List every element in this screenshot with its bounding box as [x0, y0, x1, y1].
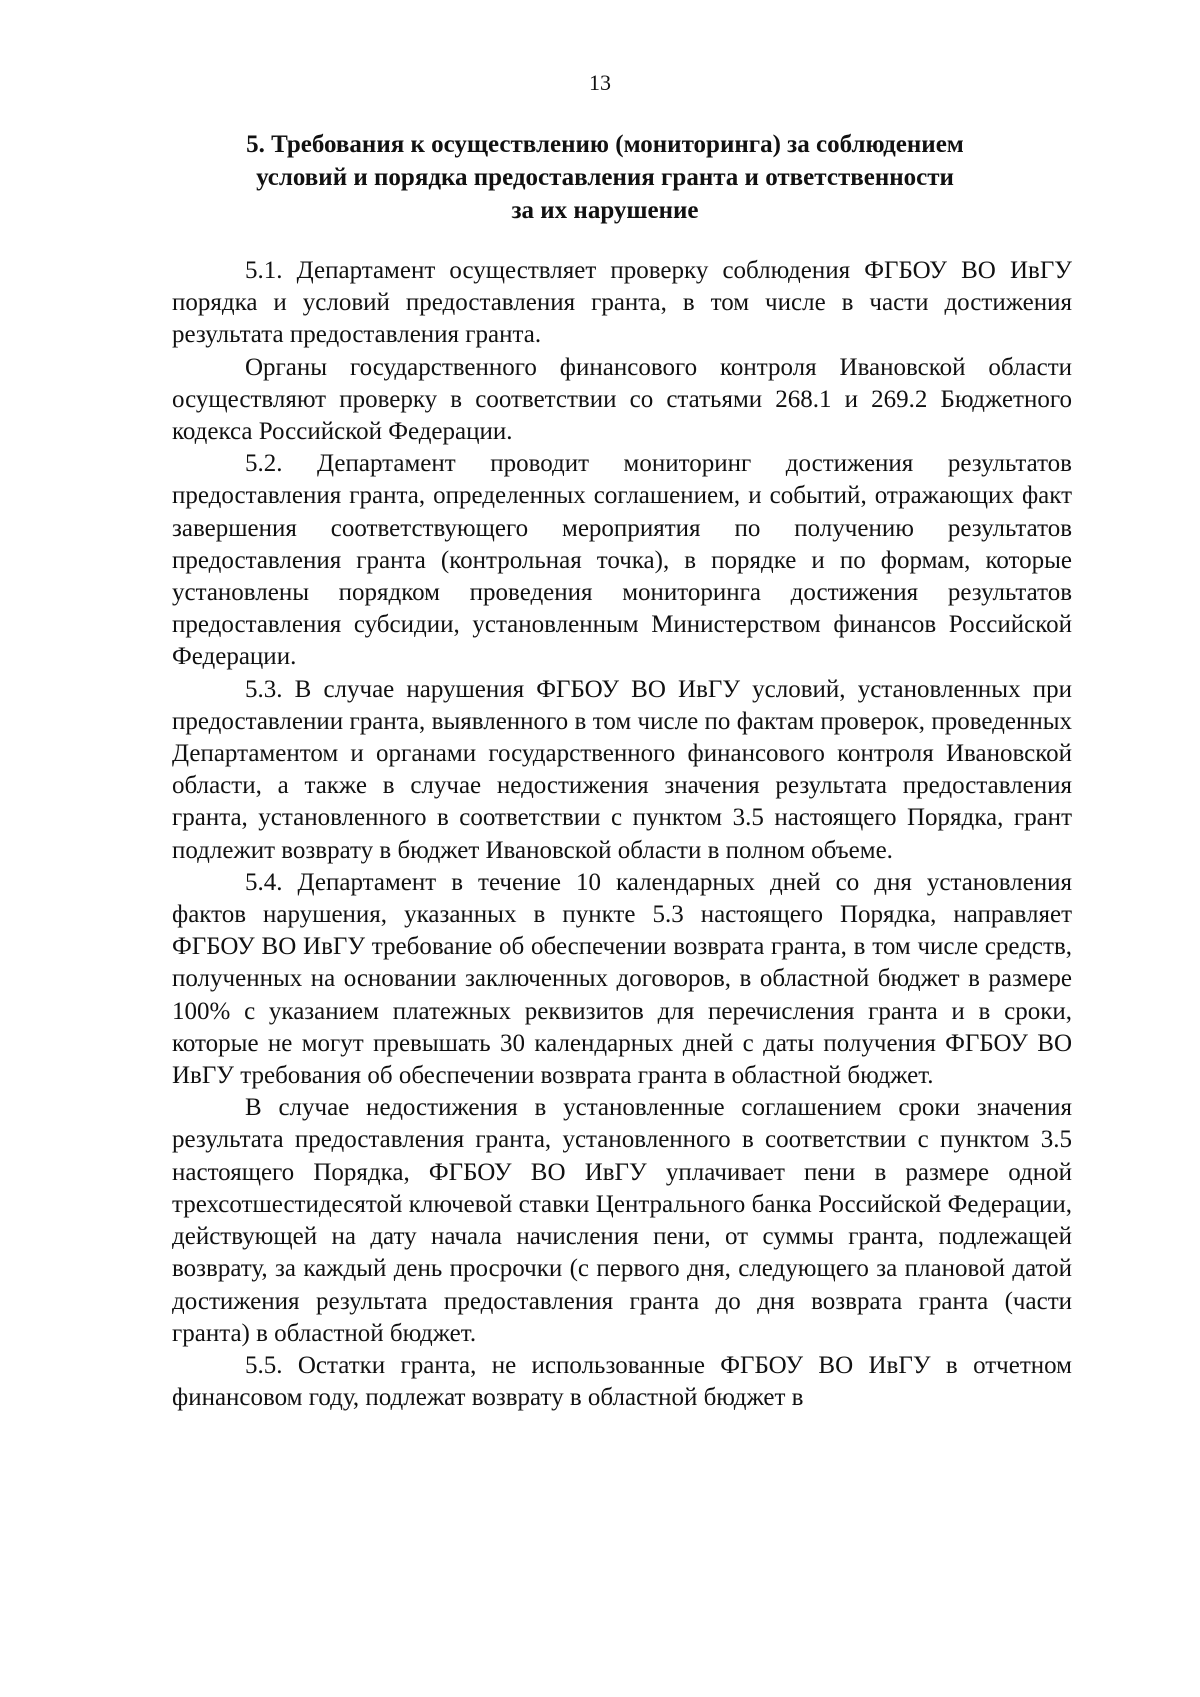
paragraph-5-3: 5.3. В случае нарушения ФГБОУ ВО ИвГУ условий, установленных при предоставлении гранта, выявленного в том числе по фактам проверок, проведенных Департаментом и органами государственного финансового контроля Ивановской области, а также в случае недостижения значения результата предоставления гранта, установленного в соответствии с пунктом 3.5 настоящего Порядка, грант подлежит возврату в бюджет Ивановской области в полном объеме. — [172, 675, 1072, 864]
section-title-line: условий и порядка предоставления гранта и ответственности — [256, 164, 954, 191]
page-number: 13 — [589, 70, 611, 95]
paragraph-5-1: 5.1. Департамент осуществляет проверку соблюдения ФГБОУ ВО ИвГУ порядка и условий предоставления гранта, в том числе в части достижения результата предоставления гранта. — [172, 257, 1072, 349]
section-title — [180, 128, 1030, 227]
paragraph-control-bodies: Органы государственного финансового контроля Ивановской области осуществляют проверку в соответствии со статьями 268.1 и 269.2 Бюджетного кодекса Российской Федерации. — [172, 353, 1072, 446]
paragraph-penalty: В случае недостижения в установленные соглашением сроки значения результата предоставления гранта, установленного в соответствии с пунктом 3.5 настоящего Порядка, ФГБОУ ВО ИвГУ уплачивает пени в размере одной трехсотшестидесятой ключевой ставки Центрального банка Российской Федерации, действующей на дату начала начисления пени, от суммы гранта, подлежащей возврату, за каждый день просрочки (с первого дня, следующего за плановой датой достижения результата предоставления гранта до дня возврата гранта (части гранта) в областной бюджет. — [172, 1094, 1072, 1347]
paragraph-5-4: 5.4. Департамент в течение 10 календарных дней со дня установления фактов нарушения, указанных в пункте 5.3 настоящего Порядка, направляет ФГБОУ ВО ИвГУ требование об обеспечении возврата гранта, в том числе средств, полученных на основании заключенных договоров, в областной бюджет в размере 100% с указанием платежных реквизитов для перечисления гранта и в сроки, которые не могут превышать 30 календарных дней с даты получения ФГБОУ ВО ИвГУ требования об обеспечении возврата гранта в областной бюджет. — [172, 868, 1072, 1090]
body-text — [172, 255, 1072, 1414]
section-title-line: за их нарушение — [511, 197, 699, 224]
section-title-line: 5. Требования к осуществлению (мониторинга) за соблюдением — [246, 131, 964, 158]
paragraph-5-2: 5.2. Департамент проводит мониторинг достижения результатов предоставления гранта, определенных соглашением, и событий, отражающих факт завершения соответствующего мероприятия по получению результатов предоставления гранта (контрольная точка), в порядке и по формам, которые установлены порядком проведения мониторинга достижения результатов предоставления субсидии, установленным Министерством финансов Российской Федерации. — [172, 450, 1072, 671]
paragraph-5-5: 5.5. Остатки гранта, не использованные ФГБОУ ВО ИвГУ в отчетном финансовом году, подлежат возврату в областной бюджет в — [172, 1351, 1072, 1412]
